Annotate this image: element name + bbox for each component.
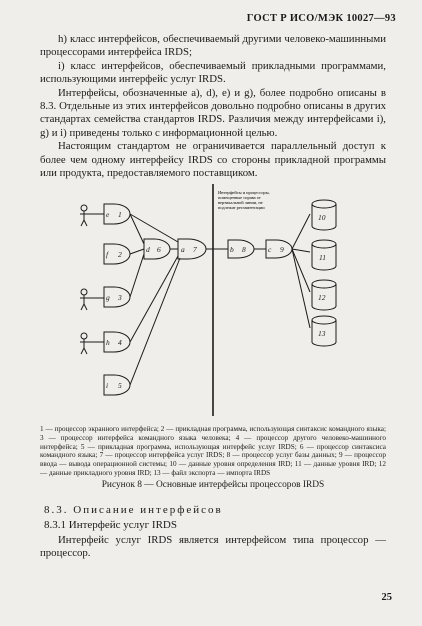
label-5: 5 xyxy=(118,381,122,390)
label-9: 9 xyxy=(280,245,284,254)
user-figure-1 xyxy=(80,205,104,226)
annotation-line-4: подлежат регламентации xyxy=(218,205,265,210)
subsection-heading: 8.3.1 Интерфейс услуг IRDS xyxy=(44,519,177,531)
body-text xyxy=(40,33,386,180)
user-figure-2 xyxy=(80,289,104,310)
figure-caption: 1 — процессор экранного интерфейса; 2 — прикладная программа, использующая синтаксис командного языка; 3 — процессор интерфейса командного языка человека; 4 — процессор другого человеко-машинного интерфейса; 5 — прикладная программа, использующая интерфейс услуг IRDS; 6 — процессор синтаксиса командного языка; 7 — процессор интерфейса услуг IRDS; 8 — процессор услуг базы данных; 9 — процессор ввода — вывода операционной системы; 10 — данные уровня определения IRD; 11 — данные уровня IRD; 12 — данные прикладного уровня IRD; 13 — файл экспорта — импорта IRDS xyxy=(40,425,386,477)
label-8: 8 xyxy=(242,245,246,254)
label-6: 6 xyxy=(157,245,161,254)
section-heading: 8.3. Описание интерфейсов xyxy=(44,504,223,516)
label-a: a xyxy=(181,245,185,254)
annotation-line-1: Интерфейсы и процессоры, xyxy=(218,190,270,195)
subsection-body xyxy=(40,534,386,561)
paragraph-h: h) класс интерфейсов, обеспечиваемый другими человеко-машинными процессорами интерфейса IRDS; xyxy=(40,33,386,59)
label-g: g xyxy=(106,293,110,302)
label-4: 4 xyxy=(118,338,122,347)
label-11: 11 xyxy=(319,253,326,262)
subsection-paragraph: Интерфейс услуг IRDS является интерфейсом типа процессор — процессор. xyxy=(40,534,386,560)
paragraph-parallel: Настоящим стандартом не ограничивается параллельный доступ к более чем одному интерфейсу IRDS со стороны прикладной программы или продукта, предоставляемого поставщиком. xyxy=(40,140,386,180)
annotation-line-3: вертикальной линии, не xyxy=(218,200,263,205)
page-number: 25 xyxy=(381,592,392,603)
paragraph-i: i) класс интерфейсов, обеспечиваемый прикладными программами, использующими интерфейс услуг IRDS. xyxy=(40,59,386,86)
label-f: f xyxy=(106,250,109,259)
label-12: 12 xyxy=(318,293,326,302)
label-c: c xyxy=(268,245,272,254)
label-i: i xyxy=(106,381,109,390)
label-13: 13 xyxy=(318,329,326,338)
label-7: 7 xyxy=(193,245,197,254)
figure-title: Рисунок 8 — Основные интерфейсы процессоров IRDS xyxy=(101,480,325,490)
figure-8-diagram xyxy=(40,182,390,418)
annotation-line-2: помещенные справа от xyxy=(218,195,261,200)
user-figure-3 xyxy=(80,333,104,354)
label-e: e xyxy=(106,210,110,219)
label-h: h xyxy=(106,338,110,347)
label-1: 1 xyxy=(118,210,122,219)
label-10: 10 xyxy=(318,213,326,222)
paragraph-interfaces: Интерфейсы, обозначенные a), d), e) и g), более подробно описаны в 8.3. Отдельные из этих интерфейсов довольно подробно описаны в других стандартах семейства стандартов IRDS. Различия между интерфейсами i), g) и i) приведены только с информационной целью. xyxy=(40,86,386,139)
label-3: 3 xyxy=(118,293,122,302)
label-2: 2 xyxy=(118,250,122,259)
document-header: ГОСТ Р ИСО/МЭК 10027—93 xyxy=(246,13,396,24)
label-d: d xyxy=(146,245,150,254)
label-b: b xyxy=(230,245,234,254)
